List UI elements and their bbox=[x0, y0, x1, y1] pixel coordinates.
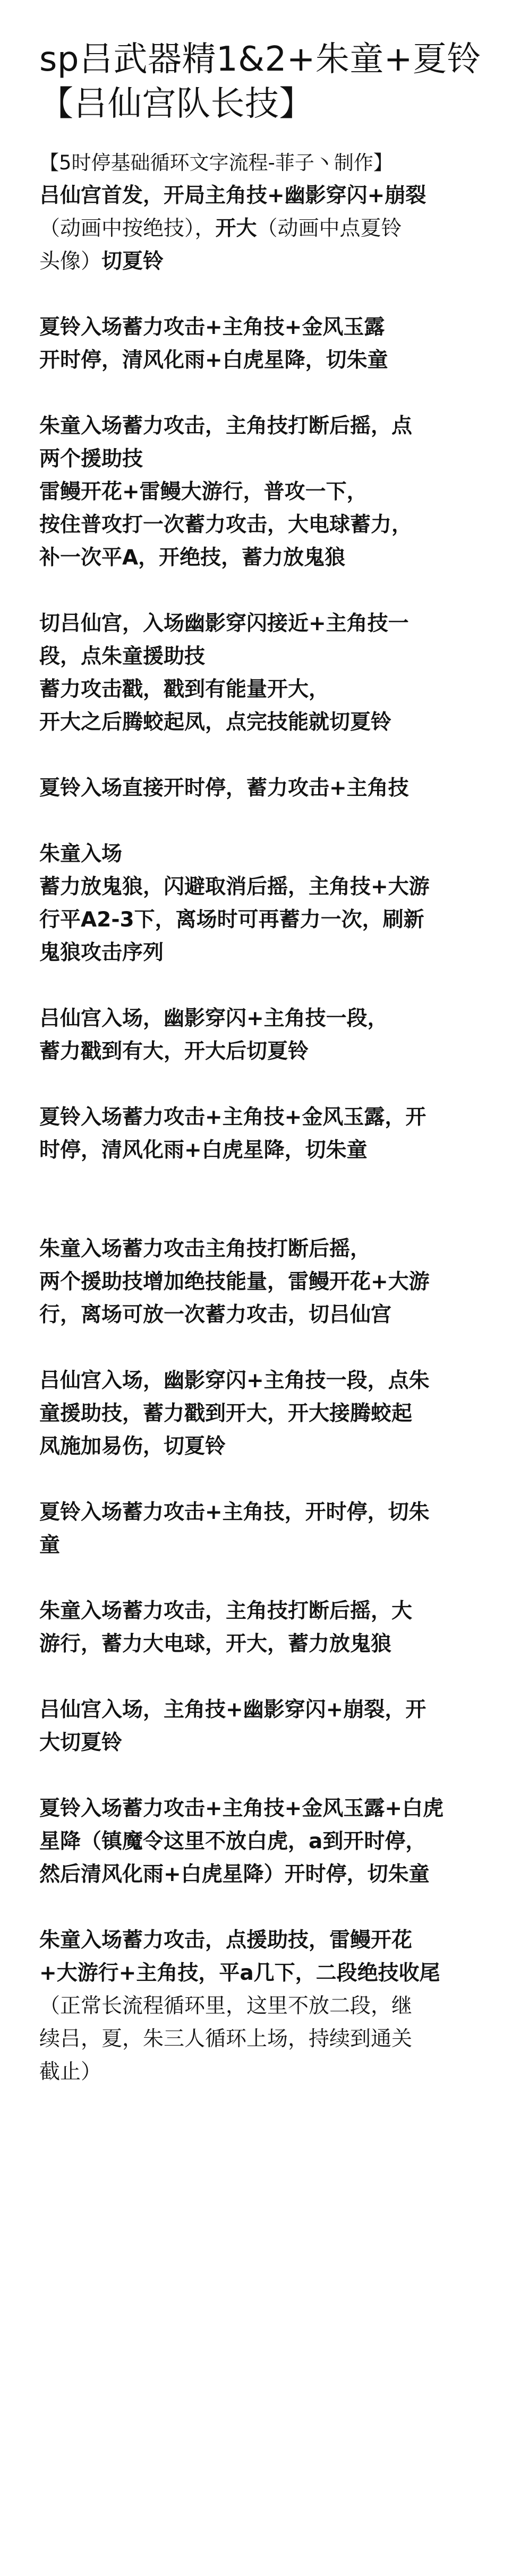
normal-text: （动画中按绝技）， bbox=[39, 217, 216, 241]
step-line bbox=[39, 1957, 490, 1990]
normal-text: （动画中点夏铃 bbox=[257, 217, 402, 241]
normal-text: （正常长流程循环里，这里不放二段，继 bbox=[39, 1994, 413, 2018]
step-line bbox=[39, 1727, 490, 1759]
bold-text: 时停，清风化雨+白虎星降，切朱童 bbox=[39, 1138, 368, 1162]
page-title: sp吕武器精1&2+朱童+夏铃【吕仙宫队长技】 bbox=[39, 40, 482, 124]
bold-text: 大切夏铃 bbox=[39, 1731, 123, 1755]
step-paragraph bbox=[39, 838, 490, 969]
bold-text: 蓄力攻击戳，戳到有能量开大， bbox=[39, 677, 330, 701]
step-paragraph bbox=[39, 179, 490, 278]
step-line bbox=[39, 1825, 490, 1858]
bold-text: 朱童入场 bbox=[39, 842, 123, 866]
bold-text: 夏铃入场蓄力攻击+主角技，开时停，切朱 bbox=[39, 1500, 430, 1524]
step-paragraph bbox=[39, 1792, 490, 1891]
bold-text: 然后清风化雨+白虎星降）开时停，切朱童 bbox=[39, 1862, 430, 1886]
bold-text: 开大之后腾蛟起凤，点完技能就切夏铃 bbox=[39, 710, 392, 734]
step-paragraph bbox=[39, 1002, 490, 1068]
step-paragraph bbox=[39, 1694, 490, 1759]
step-line bbox=[39, 2056, 490, 2089]
step-paragraph bbox=[39, 1924, 490, 2089]
bold-text: 段，点朱童援助技 bbox=[39, 645, 206, 668]
document-body bbox=[39, 179, 490, 2089]
bold-text: 童 bbox=[39, 1533, 61, 1557]
bold-text: 两个援助技 bbox=[39, 447, 143, 471]
bold-text: 吕仙宫首发，开局主角技+幽影穿闪+崩裂 bbox=[39, 184, 426, 208]
bold-text: 开时停，清风化雨+白虎星降，切朱童 bbox=[39, 348, 388, 372]
step-line bbox=[39, 1529, 490, 1562]
bold-text: +大游行+主角技，平a几下，二段绝技收尾 bbox=[39, 1961, 440, 1985]
bold-text: 行，离场可放一次蓄力攻击，切吕仙宫 bbox=[39, 1303, 392, 1327]
step-paragraph bbox=[39, 1233, 490, 1332]
step-line bbox=[39, 904, 490, 937]
bold-text: 朱童入场蓄力攻击，主角技打断后摇，大 bbox=[39, 1599, 413, 1623]
step-line bbox=[39, 476, 490, 509]
bold-text: 夏铃入场蓄力攻击+主角技+金风玉露，开 bbox=[39, 1105, 426, 1129]
step-line bbox=[39, 1595, 490, 1628]
step-line bbox=[39, 1233, 490, 1266]
step-line bbox=[39, 673, 490, 706]
step-line bbox=[39, 2023, 490, 2056]
step-line bbox=[39, 1002, 490, 1035]
step-line bbox=[39, 937, 490, 969]
step-line bbox=[39, 1035, 490, 1068]
bold-text: 朱童入场蓄力攻击主角技打断后摇， bbox=[39, 1237, 371, 1261]
step-paragraph bbox=[39, 772, 490, 805]
step-line bbox=[39, 1924, 490, 1957]
step-line bbox=[39, 179, 490, 212]
bold-text: 朱童入场蓄力攻击，点援助技，雷鳗开花 bbox=[39, 1928, 413, 1952]
step-line bbox=[39, 1364, 490, 1397]
bold-text: 补一次平A，开绝技，蓄力放鬼狼 bbox=[39, 546, 346, 570]
bold-text: 吕仙宫入场，幽影穿闪+主角技一段，点朱 bbox=[39, 1369, 430, 1393]
bold-text: 凤施加易伤，切夏铃 bbox=[39, 1435, 226, 1458]
step-line bbox=[39, 607, 490, 640]
step-line bbox=[39, 1792, 490, 1825]
bold-text: 童援助技，蓄力戳到开大，开大接腾蛟起 bbox=[39, 1402, 413, 1426]
step-line bbox=[39, 410, 490, 443]
step-line bbox=[39, 1858, 490, 1891]
step-line bbox=[39, 1397, 490, 1430]
bold-text: 蓄力戳到有大，开大后切夏铃 bbox=[39, 1040, 309, 1063]
step-line bbox=[39, 1134, 490, 1167]
step-line bbox=[39, 344, 490, 377]
bold-text: 夏铃入场直接开时停，蓄力攻击+主角技 bbox=[39, 776, 409, 800]
normal-text: 头像） bbox=[39, 250, 102, 273]
step-line bbox=[39, 1990, 490, 2023]
step-paragraph bbox=[39, 1496, 490, 1562]
step-line bbox=[39, 640, 490, 673]
bold-text: 鬼狼攻击序列 bbox=[39, 941, 164, 965]
step-line bbox=[39, 509, 490, 542]
step-line bbox=[39, 542, 490, 574]
normal-text: 截止） bbox=[39, 2060, 102, 2084]
step-paragraph bbox=[39, 607, 490, 739]
step-line bbox=[39, 706, 490, 739]
bold-text: 朱童入场蓄力攻击，主角技打断后摇，点 bbox=[39, 414, 413, 438]
step-line bbox=[39, 1266, 490, 1299]
bold-text: 两个援助技增加绝技能量，雷鳗开花+大游 bbox=[39, 1270, 430, 1294]
bold-text: 开大 bbox=[215, 217, 257, 241]
step-paragraph bbox=[39, 1364, 490, 1463]
step-line bbox=[39, 212, 490, 245]
step-line bbox=[39, 772, 490, 805]
bold-text: 切吕仙宫，入场幽影穿闪接近+主角技一 bbox=[39, 612, 409, 636]
normal-text: 续吕，夏，朱三人循环上场，持续到通关 bbox=[39, 2027, 413, 2051]
step-line bbox=[39, 838, 490, 871]
step-paragraph bbox=[39, 311, 490, 377]
step-line bbox=[39, 871, 490, 904]
bold-text: 行平A2-3下，离场时可再蓄力一次，刷新 bbox=[39, 908, 424, 932]
step-paragraph bbox=[39, 410, 490, 574]
step-paragraph bbox=[39, 1595, 490, 1661]
step-line bbox=[39, 311, 490, 344]
step-line bbox=[39, 245, 490, 278]
step-line bbox=[39, 1430, 490, 1463]
bold-text: 切夏铃 bbox=[101, 250, 164, 273]
step-line bbox=[39, 1628, 490, 1661]
bold-text: 游行，蓄力大电球，开大，蓄力放鬼狼 bbox=[39, 1632, 392, 1656]
bold-text: 星降（镇魔令这里不放白虎，a到开时停， bbox=[39, 1830, 426, 1853]
bold-text: 吕仙宫入场，主角技+幽影穿闪+崩裂，开 bbox=[39, 1698, 426, 1722]
page-subtitle: 【5时停基础循环文字流程-菲子丶制作】 bbox=[39, 151, 393, 174]
bold-text: 按住普攻打一次蓄力攻击，大电球蓄力， bbox=[39, 513, 413, 537]
step-paragraph bbox=[39, 1101, 490, 1167]
step-line bbox=[39, 1101, 490, 1134]
step-line bbox=[39, 1694, 490, 1727]
bold-text: 夏铃入场蓄力攻击+主角技+金风玉露 bbox=[39, 315, 385, 339]
bold-text: 夏铃入场蓄力攻击+主角技+金风玉露+白虎 bbox=[39, 1797, 444, 1821]
step-line bbox=[39, 443, 490, 476]
step-line bbox=[39, 1496, 490, 1529]
bold-text: 雷鳗开花+雷鳗大游行，普攻一下， bbox=[39, 480, 368, 504]
step-line bbox=[39, 1299, 490, 1332]
bold-text: 吕仙宫入场，幽影穿闪+主角技一段， bbox=[39, 1007, 388, 1031]
bold-text: 蓄力放鬼狼，闪避取消后摇，主角技+大游 bbox=[39, 875, 430, 899]
